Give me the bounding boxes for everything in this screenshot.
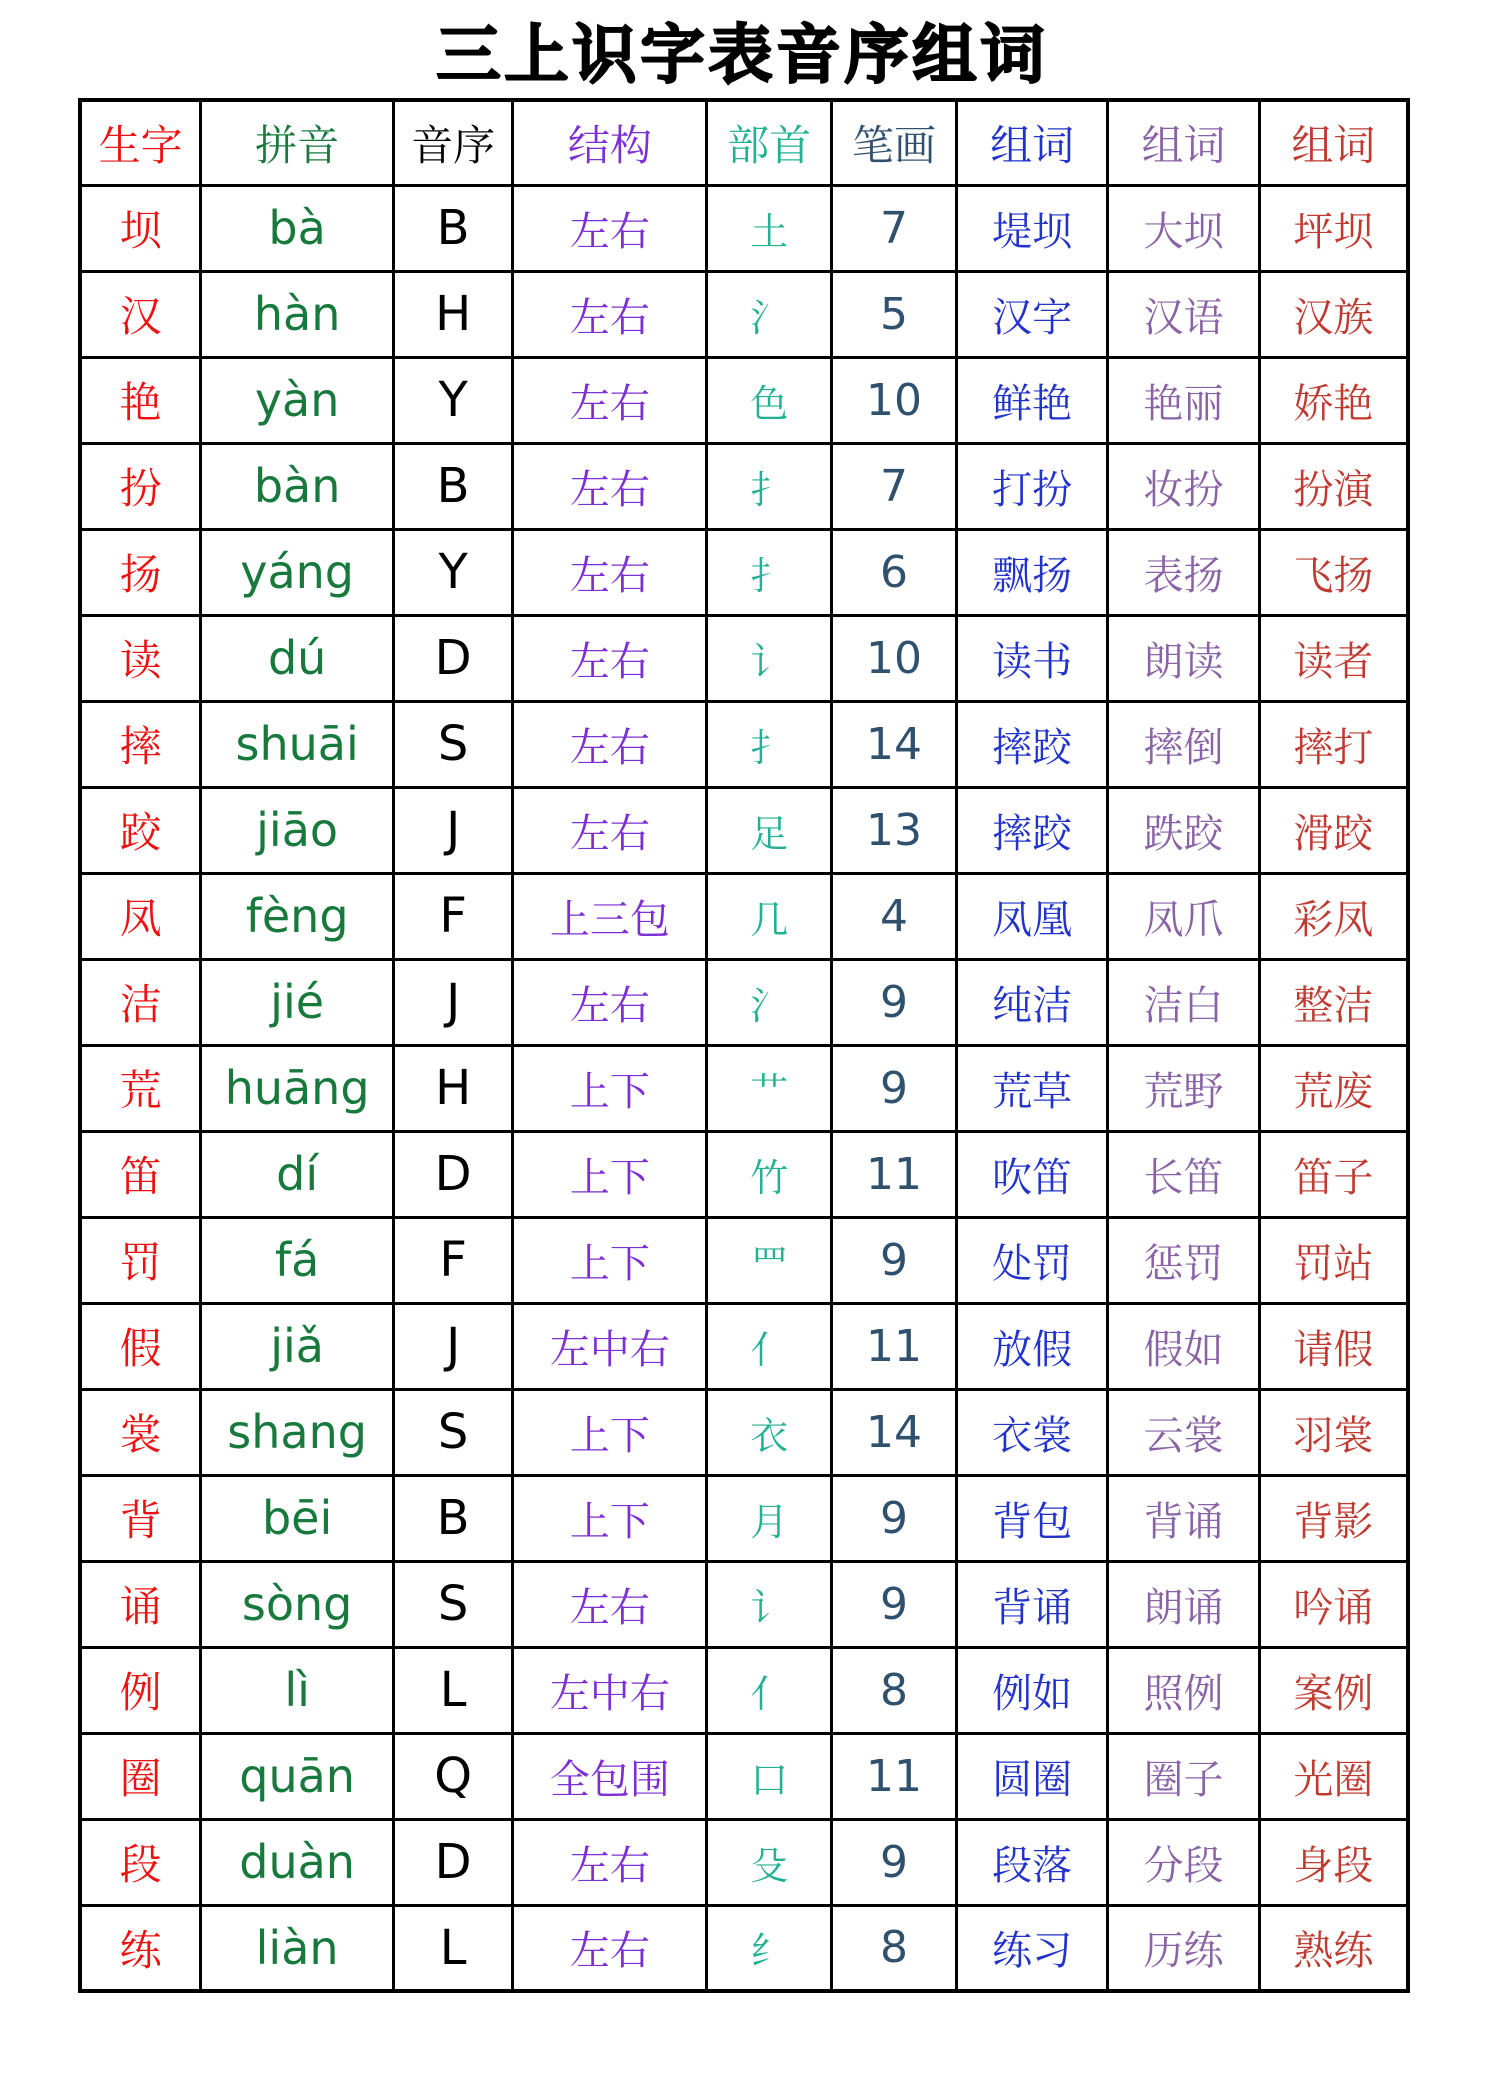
char-cell: 荒 [80,1045,201,1131]
word2-cell: 惩罚 [1108,1217,1259,1303]
initial-cell: L [393,1647,513,1733]
initial-cell: F [393,873,513,959]
word1-cell: 摔跤 [956,701,1107,787]
radical-cell: 艹 [707,1045,832,1131]
word1-cell: 背包 [956,1475,1107,1561]
word3-cell: 光圈 [1259,1733,1408,1819]
word2-cell: 云裳 [1108,1389,1259,1475]
pinyin-cell: huāng [201,1045,394,1131]
pinyin-cell: dú [201,615,394,701]
structure-cell: 左右 [513,185,707,271]
word3-cell: 请假 [1259,1303,1408,1389]
word2-cell: 朗读 [1108,615,1259,701]
pinyin-cell: liàn [201,1905,394,1991]
pinyin-cell: quān [201,1733,394,1819]
radical-cell: 月 [707,1475,832,1561]
word3-cell: 飞扬 [1259,529,1408,615]
word2-cell: 大坝 [1108,185,1259,271]
structure-cell: 左中右 [513,1303,707,1389]
word3-cell: 笛子 [1259,1131,1408,1217]
table-row [80,1905,1408,1991]
char-cell: 扬 [80,529,201,615]
initial-cell: Q [393,1733,513,1819]
word1-cell: 飘扬 [956,529,1107,615]
strokes-cell: 5 [832,271,957,357]
word2-cell: 圈子 [1108,1733,1259,1819]
char-cell: 摔 [80,701,201,787]
structure-cell: 左右 [513,443,707,529]
strokes-cell: 8 [832,1905,957,1991]
word3-cell: 熟练 [1259,1905,1408,1991]
strokes-cell: 9 [832,1475,957,1561]
table-row [80,1045,1408,1131]
radical-cell: 讠 [707,1561,832,1647]
radical-cell: 竹 [707,1131,832,1217]
strokes-cell: 8 [832,1647,957,1733]
pinyin-cell: fèng [201,873,394,959]
pinyin-cell: hàn [201,271,394,357]
char-cell: 背 [80,1475,201,1561]
header-pinyin: 拼音 [201,100,394,185]
word3-cell: 案例 [1259,1647,1408,1733]
word2-cell: 长笛 [1108,1131,1259,1217]
table-row [80,443,1408,529]
word1-cell: 读书 [956,615,1107,701]
header-radical: 部首 [707,100,832,185]
table-row [80,1389,1408,1475]
char-cell: 艳 [80,357,201,443]
structure-cell: 左右 [513,1819,707,1905]
structure-cell: 全包围 [513,1733,707,1819]
header-initial: 音序 [393,100,513,185]
character-table [78,98,1410,1993]
word3-cell: 读者 [1259,615,1408,701]
strokes-cell: 9 [832,1045,957,1131]
word2-cell: 背诵 [1108,1475,1259,1561]
word1-cell: 摔跤 [956,787,1107,873]
pinyin-cell: duàn [201,1819,394,1905]
pinyin-cell: shuāi [201,701,394,787]
word3-cell: 坪坝 [1259,185,1408,271]
table-row [80,1647,1408,1733]
structure-cell: 左右 [513,959,707,1045]
word2-cell: 摔倒 [1108,701,1259,787]
pinyin-cell: jiǎ [201,1303,394,1389]
word1-cell: 打扮 [956,443,1107,529]
word1-cell: 荒草 [956,1045,1107,1131]
word1-cell: 鲜艳 [956,357,1107,443]
word2-cell: 表扬 [1108,529,1259,615]
page-title: 三上识字表音序组词 [436,20,1049,91]
initial-cell: S [393,1561,513,1647]
structure-cell: 左中右 [513,1647,707,1733]
char-cell: 裳 [80,1389,201,1475]
initial-cell: S [393,1389,513,1475]
table-row [80,357,1408,443]
word1-cell: 背诵 [956,1561,1107,1647]
strokes-cell: 6 [832,529,957,615]
table-row [80,1217,1408,1303]
char-cell: 凤 [80,873,201,959]
initial-cell: B [393,1475,513,1561]
header-char: 生字 [80,100,201,185]
word3-cell: 羽裳 [1259,1389,1408,1475]
header-row [80,100,1408,185]
word3-cell: 滑跤 [1259,787,1408,873]
char-cell: 洁 [80,959,201,1045]
word1-cell: 纯洁 [956,959,1107,1045]
initial-cell: B [393,185,513,271]
structure-cell: 左右 [513,701,707,787]
structure-cell: 左右 [513,615,707,701]
structure-cell: 左右 [513,1561,707,1647]
strokes-cell: 9 [832,1819,957,1905]
word2-cell: 分段 [1108,1819,1259,1905]
initial-cell: Y [393,357,513,443]
header-word2: 组词 [1108,100,1259,185]
initial-cell: J [393,787,513,873]
radical-cell: 几 [707,873,832,959]
char-cell: 坝 [80,185,201,271]
word1-cell: 处罚 [956,1217,1107,1303]
word2-cell: 假如 [1108,1303,1259,1389]
pinyin-cell: yáng [201,529,394,615]
initial-cell: S [393,701,513,787]
word3-cell: 扮演 [1259,443,1408,529]
initial-cell: D [393,1131,513,1217]
word2-cell: 妆扮 [1108,443,1259,529]
word1-cell: 圆圈 [956,1733,1107,1819]
structure-cell: 上下 [513,1217,707,1303]
radical-cell: 罒 [707,1217,832,1303]
word3-cell: 摔打 [1259,701,1408,787]
word2-cell: 汉语 [1108,271,1259,357]
char-cell: 跤 [80,787,201,873]
strokes-cell: 10 [832,615,957,701]
structure-cell: 左右 [513,271,707,357]
radical-cell: 土 [707,185,832,271]
header-strokes: 笔画 [832,100,957,185]
radical-cell: 扌 [707,443,832,529]
char-cell: 笛 [80,1131,201,1217]
char-cell: 假 [80,1303,201,1389]
table-row [80,701,1408,787]
word1-cell: 例如 [956,1647,1107,1733]
strokes-cell: 13 [832,787,957,873]
pinyin-cell: yàn [201,357,394,443]
table-row [80,1475,1408,1561]
table-row [80,529,1408,615]
word3-cell: 整洁 [1259,959,1408,1045]
word2-cell: 照例 [1108,1647,1259,1733]
strokes-cell: 11 [832,1733,957,1819]
table-row [80,1561,1408,1647]
word1-cell: 放假 [956,1303,1107,1389]
table-row [80,615,1408,701]
radical-cell: 口 [707,1733,832,1819]
word2-cell: 历练 [1108,1905,1259,1991]
char-cell: 读 [80,615,201,701]
strokes-cell: 14 [832,1389,957,1475]
word1-cell: 凤凰 [956,873,1107,959]
word3-cell: 彩凤 [1259,873,1408,959]
word3-cell: 汉族 [1259,271,1408,357]
char-cell: 段 [80,1819,201,1905]
table-row [80,959,1408,1045]
word3-cell: 背影 [1259,1475,1408,1561]
initial-cell: H [393,271,513,357]
pinyin-cell: dí [201,1131,394,1217]
structure-cell: 上三包 [513,873,707,959]
radical-cell: 殳 [707,1819,832,1905]
word3-cell: 荒废 [1259,1045,1408,1131]
initial-cell: F [393,1217,513,1303]
table-row [80,787,1408,873]
word1-cell: 段落 [956,1819,1107,1905]
structure-cell: 左右 [513,1905,707,1991]
char-cell: 例 [80,1647,201,1733]
word3-cell: 吟诵 [1259,1561,1408,1647]
word2-cell: 朗诵 [1108,1561,1259,1647]
word1-cell: 堤坝 [956,185,1107,271]
radical-cell: 扌 [707,701,832,787]
word1-cell: 汉字 [956,271,1107,357]
strokes-cell: 9 [832,1561,957,1647]
header-structure: 结构 [513,100,707,185]
pinyin-cell: sòng [201,1561,394,1647]
strokes-cell: 10 [832,357,957,443]
table-row [80,1819,1408,1905]
header-word1: 组词 [956,100,1107,185]
initial-cell: J [393,959,513,1045]
word1-cell: 练习 [956,1905,1107,1991]
strokes-cell: 11 [832,1303,957,1389]
pinyin-cell: jié [201,959,394,1045]
pinyin-cell: shang [201,1389,394,1475]
table-row [80,1303,1408,1389]
radical-cell: 足 [707,787,832,873]
word2-cell: 凤爪 [1108,873,1259,959]
table-row [80,271,1408,357]
strokes-cell: 11 [832,1131,957,1217]
pinyin-cell: jiāo [201,787,394,873]
word1-cell: 吹笛 [956,1131,1107,1217]
radical-cell: 衣 [707,1389,832,1475]
char-cell: 罚 [80,1217,201,1303]
strokes-cell: 9 [832,959,957,1045]
word2-cell: 洁白 [1108,959,1259,1045]
initial-cell: H [393,1045,513,1131]
structure-cell: 上下 [513,1045,707,1131]
radical-cell: 讠 [707,615,832,701]
table-row [80,1733,1408,1819]
radical-cell: 扌 [707,529,832,615]
char-cell: 练 [80,1905,201,1991]
initial-cell: B [393,443,513,529]
word1-cell: 衣裳 [956,1389,1107,1475]
structure-cell: 左右 [513,529,707,615]
radical-cell: 纟 [707,1905,832,1991]
structure-cell: 左右 [513,787,707,873]
initial-cell: L [393,1905,513,1991]
header-word3: 组词 [1259,100,1408,185]
structure-cell: 上下 [513,1131,707,1217]
word2-cell: 艳丽 [1108,357,1259,443]
strokes-cell: 7 [832,185,957,271]
strokes-cell: 14 [832,701,957,787]
word2-cell: 跌跤 [1108,787,1259,873]
pinyin-cell: bà [201,185,394,271]
word3-cell: 娇艳 [1259,357,1408,443]
structure-cell: 左右 [513,357,707,443]
strokes-cell: 4 [832,873,957,959]
radical-cell: 亻 [707,1303,832,1389]
char-cell: 诵 [80,1561,201,1647]
initial-cell: D [393,1819,513,1905]
char-cell: 圈 [80,1733,201,1819]
strokes-cell: 7 [832,443,957,529]
radical-cell: 色 [707,357,832,443]
table-row [80,185,1408,271]
word3-cell: 罚站 [1259,1217,1408,1303]
table-row [80,873,1408,959]
initial-cell: Y [393,529,513,615]
strokes-cell: 9 [832,1217,957,1303]
pinyin-cell: lì [201,1647,394,1733]
structure-cell: 上下 [513,1389,707,1475]
initial-cell: J [393,1303,513,1389]
radical-cell: 氵 [707,271,832,357]
char-cell: 扮 [80,443,201,529]
structure-cell: 上下 [513,1475,707,1561]
pinyin-cell: bēi [201,1475,394,1561]
radical-cell: 氵 [707,959,832,1045]
pinyin-cell: bàn [201,443,394,529]
char-cell: 汉 [80,271,201,357]
word2-cell: 荒野 [1108,1045,1259,1131]
word3-cell: 身段 [1259,1819,1408,1905]
table-row [80,1131,1408,1217]
pinyin-cell: fá [201,1217,394,1303]
initial-cell: D [393,615,513,701]
radical-cell: 亻 [707,1647,832,1733]
